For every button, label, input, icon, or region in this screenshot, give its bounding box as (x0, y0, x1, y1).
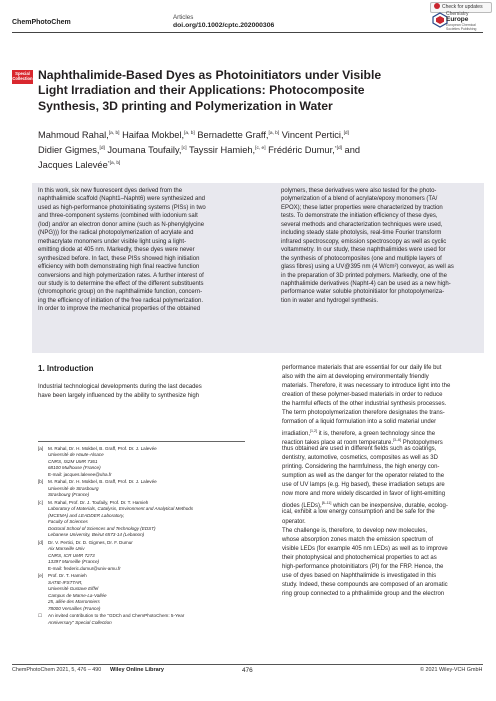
author-affiliation-mark: [c, e] (255, 145, 266, 151)
body-text-line: Industrial technological developments during the last decades (38, 384, 202, 390)
body-text-line (282, 373, 429, 382)
publisher-desc-2: Societies Publishing (446, 27, 477, 31)
affiliation-line: Faculty of Sciences (48, 519, 88, 525)
author-name: Mahmoud Rahal, (38, 130, 109, 140)
affiliation-line: An invited contribution to the "GDCh and ChemPhotoChem: 5-Year (48, 613, 185, 619)
text-run: it is, therefore, a green technology since the (317, 431, 436, 438)
affiliation-label: [b] (38, 479, 44, 485)
abstract-line: efficiency with both demonstrating high final reactive function (38, 264, 200, 271)
author-name: Vincent Pertici, (279, 130, 344, 140)
affiliation-line: 25, allée des Marronniers (48, 599, 100, 605)
affiliation-line: Université de Haute-Alsace (48, 452, 104, 458)
abstract-line: emitting diode at 405 nm. Markedly, these dyes were never (38, 247, 195, 254)
affiliation-line: E-mail: frederic.dumur@univ-amu.fr (48, 565, 121, 571)
affiliation-label: [d] (38, 539, 44, 545)
abstract-line: ing the efficiency of initiation of the free radical polymerization. (38, 297, 203, 304)
abstract-line: tests. To demonstrate the initiation efficiency of these dyes, (281, 213, 438, 220)
special-collection-badge (12, 70, 33, 84)
header-divider (12, 32, 483, 33)
affiliation-line: Dr. V. Pertici, Dr. D. Gigmes, Dr. F. Dumur (48, 539, 133, 545)
abstract-line: tion in water and hydrogel synthesis. (281, 297, 379, 304)
text-run: The challenge is, therefore, to develop new molecules, (282, 527, 428, 534)
footer-citation: ChemPhotoChem 2021, 5, 476 – 490 (12, 667, 102, 673)
body-text-line (282, 581, 448, 590)
articles-label: Articles (173, 14, 194, 21)
abstract-line: EPOX); these latter properties were characterized by traction (281, 204, 443, 211)
body-text-line (282, 445, 436, 454)
affiliation-line: E-mail: jacques.lalevee@uha.fr (48, 471, 112, 477)
body-text-line (282, 463, 439, 472)
affiliation-line: SATIE-IFSTTAR, (48, 579, 83, 585)
author-affiliation-mark: *[a, b] (107, 160, 121, 166)
body-text-line (282, 400, 446, 409)
text-run: now more and more widely discarded in favor of light-emitting (282, 491, 446, 498)
affiliation-line: M. Rahal, Dr. H. Mokbel, B. Graff, Prof. Dr. J. Lalevée (48, 479, 157, 485)
abstract-line: the synthesis of photocomposites (one and multiple layers of (281, 255, 442, 262)
check-updates-label: Check for updates (442, 4, 483, 10)
article-title-line2: Light Irradiation and their Applications: Photocomposite (38, 83, 365, 97)
text-run: ring group connected to a phthalimide group and the electron (282, 590, 445, 597)
body-text-line (282, 391, 442, 400)
abstract-line: used as high-performance photoinitiating systems (PISs) in two (38, 204, 206, 211)
body-text-line (282, 409, 445, 418)
publisher-name: Europe (446, 16, 469, 23)
author-affiliation-mark: [a, b] (268, 130, 280, 136)
affiliation-label: [e] (38, 573, 44, 579)
affiliation-line: Laboratory of Materials, Catalysis, Environment and Analytical Methods (48, 506, 194, 512)
abstract-line: glass fibres) using a UV@395 nm (4 W/cm²) conveyor, as well as (281, 264, 454, 271)
body-text-line (282, 490, 445, 499)
text-run: operator. (282, 518, 306, 525)
text-run: use of dyes based on Naphthalimide is investigated in this (282, 572, 437, 579)
abstract-line: methacrylate monomers under visible light using a light- (38, 238, 187, 245)
text-run: visible LEDs (for example 405 nm LEDs) as well as to improve (282, 545, 448, 552)
article-title-line1: Naphthalimide-Based Dyes as Photoinitiators under Visible (38, 68, 382, 82)
body-text-line (282, 536, 433, 545)
badge-line2: Collection (12, 75, 33, 81)
citation-ref[interactable]: [1,2] (310, 429, 318, 434)
section-heading: 1. Introduction (38, 364, 94, 373)
abstract-line: naphthalimide derivatives (Napht-4) can be used as a new high- (281, 280, 451, 287)
author-name: Tayssir Hamieh, (186, 145, 256, 155)
text-run: Photopolymers (401, 440, 443, 447)
abstract-line: our study is to determine the effect of the different substituents (38, 280, 204, 287)
footer-copyright: © 2021 Wiley-VCH GmbH (420, 667, 483, 673)
badge-line1: Special (15, 71, 30, 76)
body-text-line (282, 364, 441, 373)
affiliation-line: Anniversary" Special Collection (48, 619, 112, 625)
abstract-line: In this work, six new fluorescent dyes derived from the (38, 188, 183, 194)
affiliation-line: CNRS, ICR UMR 7273 (48, 552, 95, 558)
text-run: printing. Considering the harmfulness, the high energy con- (282, 464, 440, 471)
author-affiliation-mark: [a, b] (108, 130, 120, 136)
text-run: reaction takes place at room temperature. (282, 440, 394, 447)
footer-divider (12, 664, 483, 665)
affiliation-line: Strasbourg (France) (48, 492, 90, 498)
body-text-line: have been largely influenced by the ability to synthesize high (38, 393, 200, 400)
affiliation-line: M. Rahal, Dr. H. Mokbel, B. Graff, Prof. Dr. J. Lalevée (48, 446, 157, 451)
affiliation-line: Prof. Dr. T. Hamieh (48, 573, 87, 579)
article-title-line3: Synthesis, 3D printing and Polymerization in Water (38, 99, 333, 113)
text-run: their photophysical and photochemical properties to act as (282, 554, 437, 561)
text-run: whose absorption zones match the emission spectrum of (282, 536, 434, 543)
affiliation-line: (MCEMA) and LEADDER Laboratory, (48, 512, 125, 518)
text-run: creation of these polymer-based materials in order to reduce (282, 392, 443, 399)
abstract-line: and three-component systems (combined with iodonium salt (38, 213, 198, 220)
text-run: high-performance photoinitiators (PI) for the FRP. Hence, the (282, 563, 444, 570)
author-name: Jacques Lalevée (38, 160, 108, 170)
body-text-line (282, 554, 437, 563)
affiliation-line: 68100 Mulhouse (France) (48, 465, 101, 471)
abstract-line: naphthalimide scaffold (Napht1–Napht6) were synthesized and (38, 196, 205, 203)
text-run: study. Indeed, these compounds are composed of an aromatic (282, 581, 448, 588)
affiliation-line: Doctoral School of Sciences and Technology (EDST) (48, 525, 156, 531)
abstract-line: (chromophoric group) on the naphthalimide function, concern- (38, 289, 203, 296)
abstract-line: several methods and characterization techniques were used, (281, 221, 443, 228)
text-run: sumption as well as the danger for the operator related to the (282, 473, 445, 480)
abstract-line: polymerization of a blend of acrylate/epoxy monomers (TA/ (281, 196, 438, 203)
body-text-line (282, 418, 436, 427)
text-run: thus obtained are used in different fields such as coatings, (282, 446, 437, 453)
body-text-line (282, 563, 443, 572)
abstract-line: synthesized before. In fact, these PISs showed high initiation (38, 255, 200, 262)
affiliation-label: [c] (38, 500, 43, 505)
text-run: formation of a liquid formulation into a solid material under (282, 419, 437, 426)
authors-line2 (38, 145, 360, 155)
body-text-line (282, 545, 448, 554)
abstract-line: (Iod) and/or an electron donor amine (such as N-phenylglycine (38, 221, 205, 228)
page-number: 476 (242, 667, 253, 674)
abstract-line: In order to improve the mechanical properties of the obtained (38, 306, 201, 313)
body-text-line (282, 527, 427, 536)
wiley-online-library-link[interactable]: Wiley Online Library (110, 667, 165, 673)
body-text-line (282, 590, 444, 599)
affiliation-line: 78000 Versailles (France) (48, 605, 101, 611)
body-text-line (282, 518, 306, 527)
author-name: and (341, 145, 361, 155)
text-run: The term photopolymerization therefore designates the trans- (282, 410, 445, 417)
text-run: use of UV lamps (e.g. Hg based), these irradiation setups are (282, 482, 445, 489)
body-text-line (282, 472, 444, 481)
abstract-line: (NPG))) for the radical photopolymerization of acrylate and (38, 230, 194, 237)
author-affiliation-mark: [d] (99, 145, 105, 151)
text-run: irradiation, (282, 431, 311, 438)
text-run: dentistry, automotive, cosmetics, composites as well as 3D (282, 455, 438, 462)
abstract-line: performance water soluble photoinitiator for photopolymeriza- (281, 289, 445, 296)
abstract-box (32, 183, 484, 353)
abstract-line: including steady state photolysis, real-time Fourier transform (281, 230, 442, 237)
affiliation-line: CNRS, IS2M UMR 7361 (48, 458, 98, 464)
text-run: diodes (LEDs), (282, 503, 322, 510)
doi-link[interactable]: doi.org/10.1002/cptc.202000306 (173, 22, 275, 29)
abstract-line: conversions and high polymerization rates. A further interest of (38, 272, 204, 279)
affiliation-label: ☐ (38, 613, 43, 619)
text-run: also with the aim at developing environmentally friendly (282, 374, 429, 381)
journal-name: ChemPhotoChem (12, 19, 71, 26)
author-name: Joumana Toufaily, (104, 145, 182, 155)
affiliation-divider (38, 441, 245, 442)
author-affiliation-mark: [a, b] (184, 130, 195, 136)
affiliation-line: Université de Strasbourg (48, 485, 99, 491)
author-name: Didier Gigmes, (38, 145, 100, 155)
text-run: materials. Therefore, it was necessary to introduce light into the (282, 383, 451, 390)
citation-ref[interactable]: [8–11] (321, 501, 332, 506)
text-run: the harmful effects of the other industrial synthesis processes. (282, 401, 447, 408)
text-run: performance materials that are essential for our daily life but (282, 365, 442, 371)
author-affiliation-mark: *[d] (334, 145, 342, 151)
text-run: which can be inexpensive, durable, ecolog- (331, 503, 448, 510)
affiliation-line: Campus de Marne-La-Vallée (48, 592, 107, 598)
update-icon (434, 3, 440, 9)
body-text-line (282, 481, 445, 490)
affiliation-line: M. Rahal, Prof. Dr. J. Toufaily, Prof. Dr. T. Hamieh (48, 500, 149, 505)
body-text-line (282, 382, 450, 391)
authors-line1 (38, 130, 349, 140)
author-affiliation-mark: [c] (181, 145, 187, 151)
citation-ref[interactable]: [3–6] (393, 438, 402, 443)
affiliation-label: [a] (38, 446, 44, 451)
affiliation-line: Lebanese University, Beirut 6573-14 (Lebanon) (48, 532, 145, 538)
body-text-line (282, 508, 435, 517)
abstract-line: voltammetry. In our study, these naphthalimides were used for (281, 247, 446, 254)
text-run: ical, exhibit a low energy consumption and be safe for the (282, 509, 435, 516)
author-name: Haifaa Mokbel, (119, 130, 185, 140)
publisher-desc-1: European Chemical (446, 23, 476, 27)
author-name: Frédéric Dumur, (265, 145, 335, 155)
authors-line3 (38, 160, 120, 170)
author-name: Bernadette Graff, (194, 130, 269, 140)
affiliation-line: Aix Marseille Univ (48, 546, 85, 552)
abstract-line: infrared spectroscopy, emission spectroscopy as well as cyclic (281, 238, 447, 245)
body-text-line (282, 572, 436, 581)
abstract-line: polymers, these derivatives were also tested for the photo- (281, 188, 437, 194)
affiliation-line: 13397 Marseille (France) (48, 559, 100, 565)
body-text-line (282, 454, 438, 463)
publisher-small: Chemistry (446, 11, 469, 17)
author-affiliation-mark: [d] (343, 130, 349, 136)
abstract-line: in the preparation of 3D printed polymers. Markedly, one of the (281, 272, 447, 279)
affiliation-line: Université Gustave Eiffel (48, 586, 99, 592)
